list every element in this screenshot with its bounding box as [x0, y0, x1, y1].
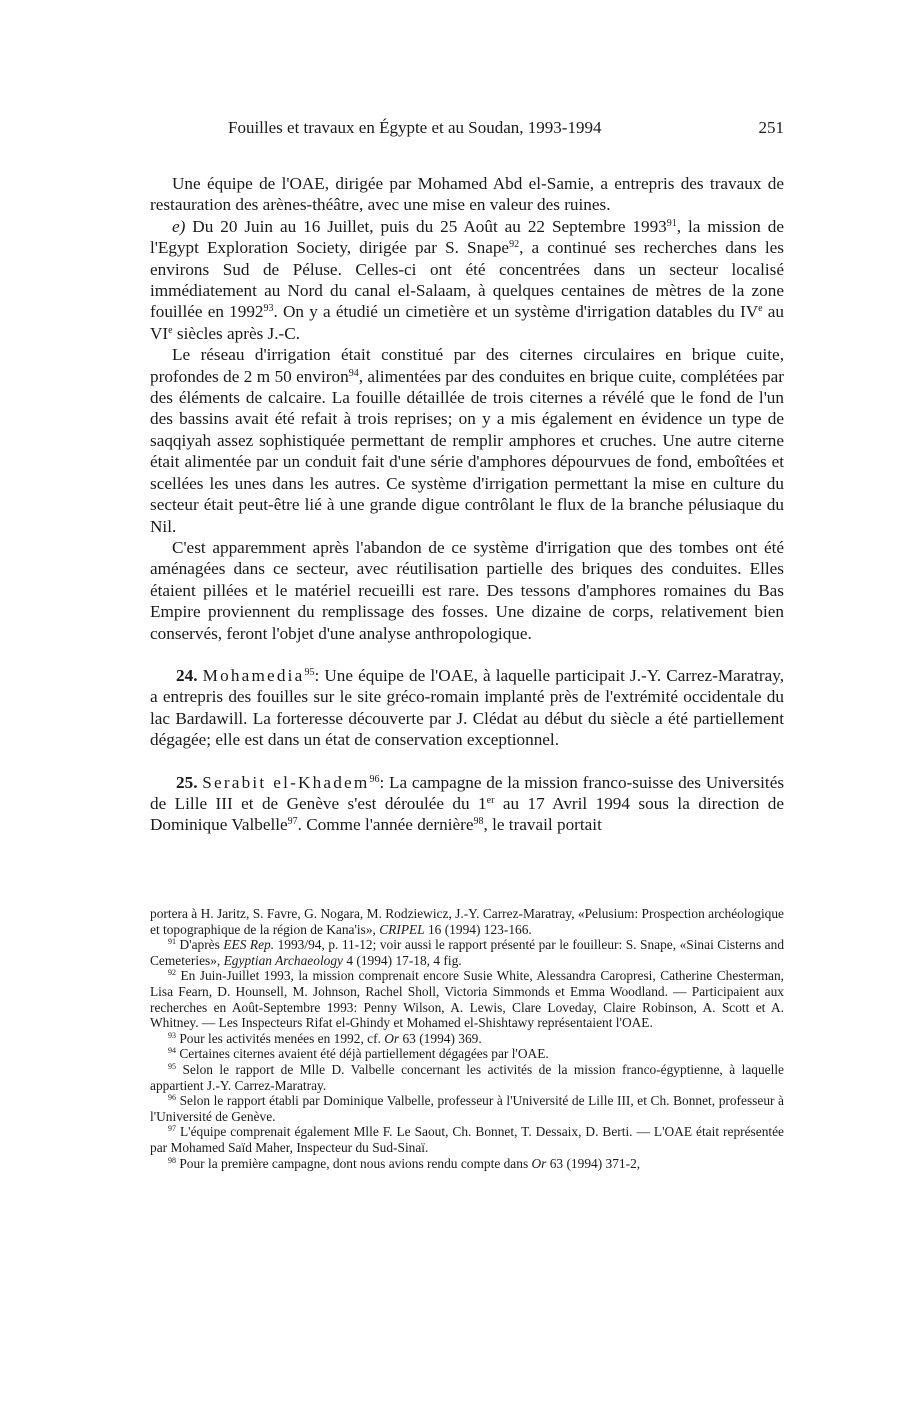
footnote-94: $^{94}$ Certaines citernes avaient été déjà partiellement dégagées par l'OAE. [168, 1046, 549, 1062]
section-number: 24. [176, 665, 198, 685]
footnote-ref: 95 [304, 666, 315, 678]
site-name: Serabit el-Khadem [202, 772, 370, 792]
section-25-serabit: 25. Serabit el-Khadem$^{96}$: La campagne de la mission franco-suisse des Universités de Lille III et de Genève s'est déroulée du 1er au 17 Avril 1994 sous la direction de Dominique Valbelle$^{97}$. Comme l'année dernière$^{98}$, le travail portait [150, 772, 785, 835]
paragraph-tombs: C'est apparemment après l'abandon de ce système d'irrigation que des tombes ont été aménagées dans ce secteur, avec réutilisation partielle des briques des conduites. Elles étaient pillées et le matériel recueilli est rare. Des tessons d'amphores romaines du Bas Empire proviennent du remplissage des fosses. Une dizaine de corps, relativement bien conservés, feront l'objet d'une analyse anthropologique. [150, 537, 784, 643]
footnote-ref: 97 [287, 816, 298, 828]
footnote-ref: 92 [509, 239, 520, 251]
running-title: Fouilles et travaux en Égypte et au Soudan, 1993-1994 [228, 118, 602, 137]
page-number: 251 [758, 118, 784, 137]
footnote-ref: 93 [263, 303, 274, 315]
footnote-92: $^{92}$ En Juin-Juillet 1993, la mission comprenait encore Susie White, Alessandra Caropresi, Catherine Chesterman, Lisa Fearn, D. Hounsell, M. Johnson, Rachel Sholl, Victoria Simmonds et Emma Woodland. — Participaient aux recherches en Août-Septembre 1993: Penny Wilson, A. Lewis, Clare Loveday, Claire Robinson, A. Scott et A. Whitney. — Les Inspecteurs Rifat el-Ghindy et Mohamed el-Shishtawy représentaient l'OAE. [150, 968, 784, 1031]
footnote-96: $^{96}$ Selon le rapport établi par Dominique Valbelle, professeur à l'Université de Lille III, et Ch. Bonnet, professeur à l'Université de Genève. [150, 1093, 784, 1124]
footnote-ref: 96 [369, 773, 380, 785]
section-number: 25. [176, 772, 198, 792]
footnote-ref: 98 [473, 816, 484, 828]
main-text [150, 173, 784, 836]
footnote-91: $^{91}$ D'après EES Rep. 1993/94, p. 11-12; voir aussi le rapport présenté par le fouilleur: S. Snape, «Sinai Cisterns and Cemeteries», Egyptian Archaeology 4 (1994) 17-18, 4 fig. [150, 937, 785, 968]
footnote-93: $^{93}$ Pour les activités menées en 1992, cf. Or 63 (1994) 369. [168, 1030, 482, 1046]
paragraph-oae-restoration: Une équipe de l'OAE, dirigée par Mohamed Abd el-Samie, a entrepris des travaux de restauration des arènes-théâtre, avec une mise en valeur des ruines. [150, 174, 784, 215]
site-name: Mohamedia [202, 665, 305, 685]
footnote-98: $^{98}$ Pour la première campagne, dont nous avions rendu compte dans Or 63 (1994) 371-2, [168, 1155, 641, 1171]
paragraph-irrigation-network: Le réseau d'irrigation était constitué par des citernes circulaires en brique cuite, profondes de 2 m 50 environ$^{94}$, alimentées par des conduites en brique cuite, complétées par des éléments de calcaire. La fouille détaillée de trois citernes a révélé que le fond de l'un des bassins avait été refait à trois reprises; on y a mis également en évidence un type de saqqiyah assez sophistiquée permettant de remplir amphores et cruches. Une autre citerne était alimentée par un conduit fait d'une série d'amphores dépourvues de fond, emboîtées et scellées les unes dans les autres. Ce système d'irrigation permettant la mise en culture du secteur était peut-être lié à une grande digue contrôlant le flux de la branche pélusiaque du Nil. [150, 345, 785, 536]
footnote-ref: 94 [348, 367, 359, 379]
running-header [150, 118, 784, 142]
section-24-mohamedia: 24. Mohamedia$^{95}$: Une équipe de l'OAE, à laquelle participait J.-Y. Carrez-Maratray, a entrepris des fouilles sur le site gréco-romain implanté près de l'extrémité occidentale du lac Bardawill. La forteresse découverte par J. Clédat au début du siècle a été partiellement dégagée; elle est dans un état de conservation exceptionnel. [150, 665, 784, 750]
footnote-continuation: portera à H. Jaritz, S. Favre, G. Nogara, M. Rodziewicz, J.-Y. Carrez-Maratray, «Pelusium: Prospection archéologique et topographique de la région de Kana'is», CRIPEL 16 (1994) 123-166. [150, 906, 784, 937]
footnote-95: $^{95}$ Selon le rapport de Mlle D. Valbelle concernant les activités de la mission franco-égyptienne, à laquelle appartient J.-Y. Carrez-Maratray. [150, 1061, 784, 1093]
paragraph-ees-mission: e) Du 20 Juin au 16 Juillet, puis du 25 Août au 22 Septembre 1993$^{91}$, la mission de l'Egypt Exploration Society, dirigée par S. Snape$^{92}$, a continué ses recherches dans les environs Sud de Péluse. Celles-ci ont été concentrées dans un secteur localisé immédiatement au Nord du canal el-Salaam, à quelques centaines de mètres de la zone fouillée en 1992$^{93}$. On y a étudié un cimetière et un système d'irrigation datables du IVe au VIe siècles après J.-C. [150, 216, 784, 343]
footnote-ref: 91 [666, 217, 677, 229]
footnotes [150, 906, 784, 1171]
footnote-97: $^{97}$ L'équipe comprenait également Mlle F. Le Saout, Ch. Bonnet, T. Dessaix, D. Berti. — L'OAE était représentée par Mohamed Saïd Maher, Inspecteur du Sud-Sinaï. [150, 1124, 784, 1155]
